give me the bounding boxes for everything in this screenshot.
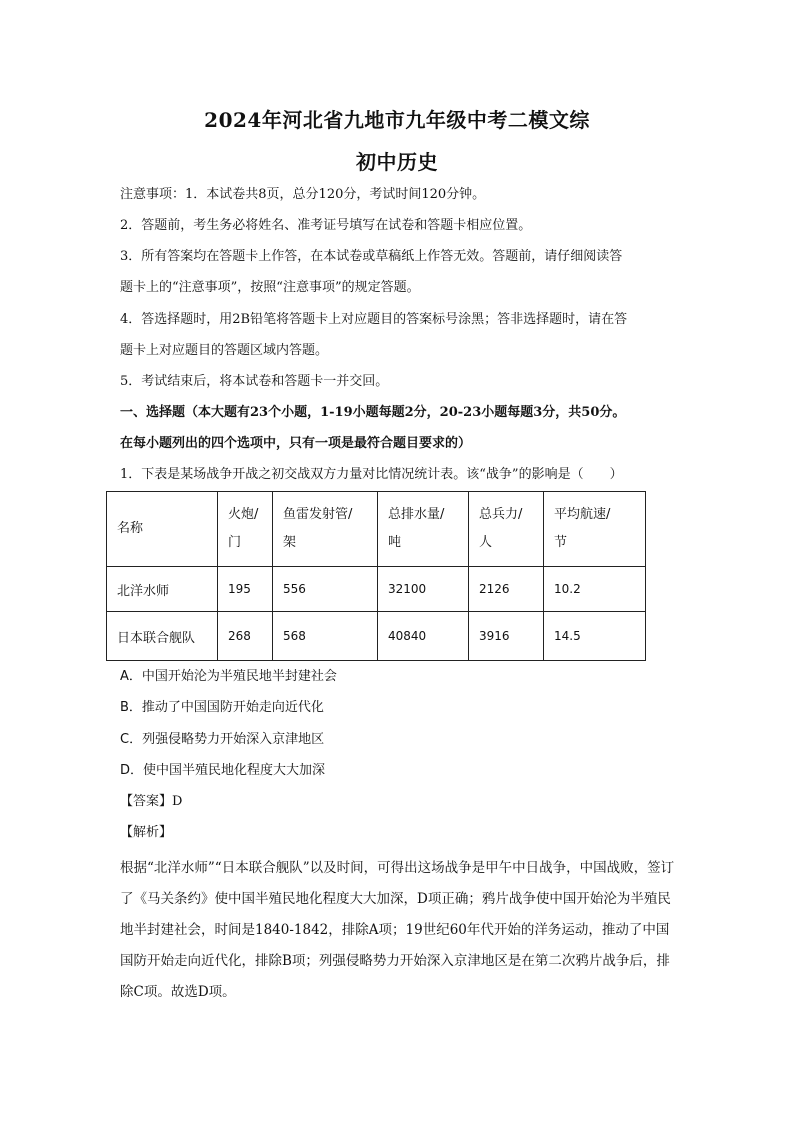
table-header-cell: 平均航速/ 节: [544, 492, 646, 567]
answer-label: 【答案】D: [120, 794, 183, 809]
table-header-row: [107, 492, 646, 567]
note-line-7: 5．考试结束后，将本试卷和答题卡一并交回。: [120, 374, 389, 389]
table-header-cell: 火炮/ 门: [218, 492, 273, 567]
table-cell: 568: [273, 612, 378, 661]
note-line-2: 2．答题前，考生务必将姓名、准考证号填写在试卷和答题卡相应位置。: [120, 218, 532, 233]
table-header-cell: 名称: [107, 492, 218, 567]
table-cell: 10.2: [544, 567, 646, 612]
table-cell: 14.5: [544, 612, 646, 661]
section-heading: 一、选择题（本大题有23个小题，1-19小题每题2分，20-23小题每题3分，共50分。: [120, 405, 626, 420]
table-cell: 268: [218, 612, 273, 661]
note-line-3: 3．所有答案均在答题卡上作答，在本试卷或草稿纸上作答无效。答题前，请仔细阅读答: [120, 249, 623, 264]
note-line-6: 题卡上对应题目的答题区域内答题。: [120, 343, 329, 358]
table-cell: 32100: [378, 567, 469, 612]
table-cell: 日本联合舰队: [107, 612, 218, 661]
table-cell: 3916: [469, 612, 544, 661]
table-cell: 195: [218, 567, 273, 612]
comparison-table: [106, 491, 646, 661]
table-cell: 2126: [469, 567, 544, 612]
note-line-4: 题卡上的“注意事项”，按照“注意事项”的规定答题。: [120, 280, 420, 295]
table-cell: 40840: [378, 612, 469, 661]
question-stem: 1．下表是某场战争开战之初交战双方力量对比情况统计表。该“战争”的影响是（ ）: [120, 467, 623, 482]
analysis-label: 【解析】: [120, 825, 173, 840]
document-title: 2024年河北省九地市九年级中考二模文综: [204, 108, 590, 132]
table-header-cell: 鱼雷发射管/ 架: [273, 492, 378, 567]
table-cell: 北洋水师: [107, 567, 218, 612]
note-line-1: 注意事项：1．本试卷共8页，总分120分，考试时间120分钟。: [120, 187, 486, 202]
table-cell: 556: [273, 567, 378, 612]
table-row: [107, 567, 646, 612]
option-d: D．使中国半殖民地化程度大大加深: [120, 763, 326, 778]
option-b: B．推动了中国国防开始走向近代化: [120, 700, 324, 715]
table-row: [107, 612, 646, 661]
note-line-5: 4．答选择题时，用2B铅笔将答题卡上对应题目的答案标号涂黑；答非选择题时，请在答: [120, 312, 628, 327]
table-header-cell: 总兵力/ 人: [469, 492, 544, 567]
option-a: A．中国开始沦为半殖民地半封建社会: [120, 669, 337, 684]
analysis-text: 根据“北洋水师”“日本联合舰队”以及时间，可得出这场战争是甲午中日战争，中国战败，签订了《马关条约》使中国半殖民地化程度大大加深，D项正确；鸦片战争使中国开始沦为半殖民地半封建社会，时间是1840-1842，排除A项；19世纪60年代开始的洋务运动，推动了中国国防开始走向近代化，排除B项；列强侵略势力开始深入京津地区是在第二次鸦片战争后，排除C项。故选D项。: [120, 860, 675, 1000]
document-subtitle: 初中历史: [356, 150, 438, 174]
table-header-cell: 总排水量/ 吨: [378, 492, 469, 567]
option-c: C．列强侵略势力开始深入京津地区: [120, 732, 325, 747]
section-instruction: 在每小题列出的四个选项中，只有一项是最符合题目要求的）: [120, 436, 472, 451]
